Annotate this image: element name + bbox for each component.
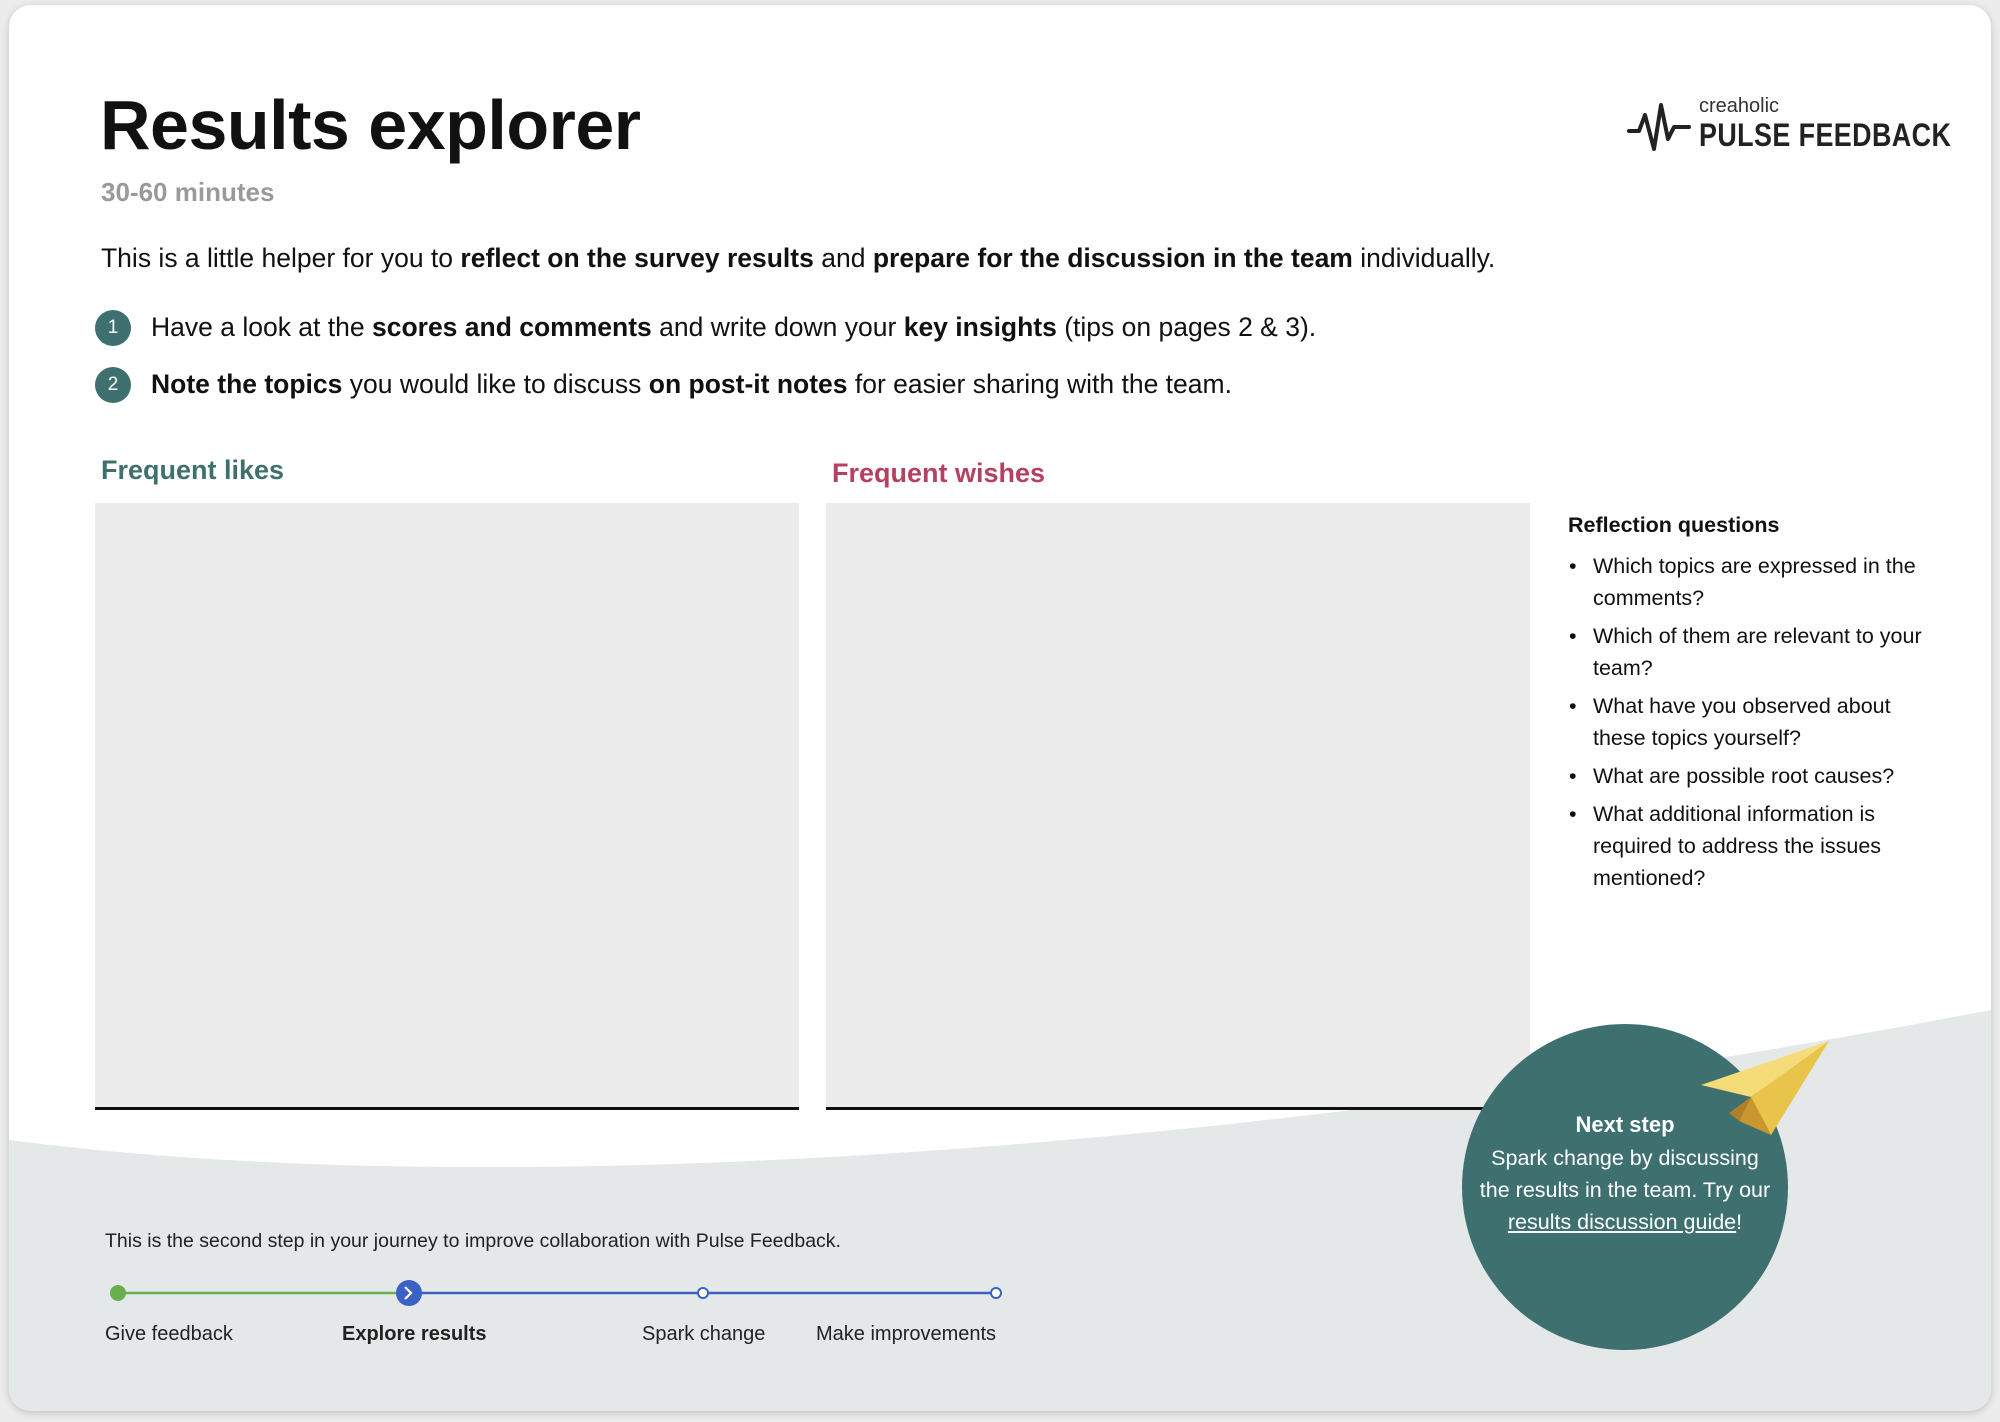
step-label-make-improvements: Make improvements — [816, 1323, 997, 1345]
frequent-likes-box[interactable] — [95, 503, 799, 1110]
next-step-title: Next step — [1575, 1112, 1675, 1137]
reflection-item: • What have you observed about these topics yourself? — [1568, 690, 1948, 754]
step-text: Have a look at the scores and comments and write down your key insights (tips on pages 2 & 3). — [151, 312, 1317, 342]
reflection-item: • What additional information is required to address the issues mentioned? — [1568, 798, 1948, 894]
logo-brand-name: PULSE FEEDBACK — [1699, 117, 1952, 153]
step-number-badge: 2 — [95, 367, 131, 403]
step-number-badge: 1 — [95, 310, 131, 346]
step-label-explore-results: Explore results — [342, 1323, 487, 1345]
frequent-wishes-label: Frequent wishes — [832, 458, 1046, 488]
paper-plane-icon — [1699, 1035, 1839, 1145]
logo-brand-small: creaholic — [1699, 95, 1780, 117]
results-discussion-guide-link[interactable]: results discussion guide — [1507, 1210, 1737, 1234]
frequent-wishes-box[interactable] — [826, 503, 1530, 1110]
reflection-item: • What are possible root causes? — [1568, 760, 1948, 792]
next-step-text: Spark change by discussing the results in the team. Try our results discussion guide! — [1479, 1146, 1771, 1234]
reflection-questions — [1568, 513, 1948, 900]
step-label-give-feedback: Give feedback — [105, 1323, 233, 1345]
step-label-spark-change: Spark change — [642, 1323, 766, 1345]
duration-label: 30-60 minutes — [101, 177, 275, 207]
journey-description: This is the second step in your journey to improve collaboration with Pulse Feedback. — [105, 1230, 841, 1252]
pulse-logo-icon — [1627, 101, 1691, 155]
reflection-title: Reflection questions — [1568, 513, 1780, 537]
reflection-item: • Which of them are relevant to your team? — [1568, 620, 1948, 684]
page-card — [9, 5, 1991, 1411]
frequent-likes-label: Frequent likes — [101, 455, 285, 485]
step-text: Note the topics you would like to discuss on post-it notes for easier sharing with the team. — [151, 369, 1232, 399]
page-title: Results explorer — [100, 86, 641, 164]
reflection-list — [1568, 550, 1948, 894]
reflection-item: • Which topics are expressed in the comments? — [1568, 550, 1948, 614]
pulse-feedback-logo — [1627, 95, 1952, 165]
intro-paragraph: This is a little helper for you to reflect on the survey results and prepare for the discussion in the team individually. — [101, 243, 1496, 273]
